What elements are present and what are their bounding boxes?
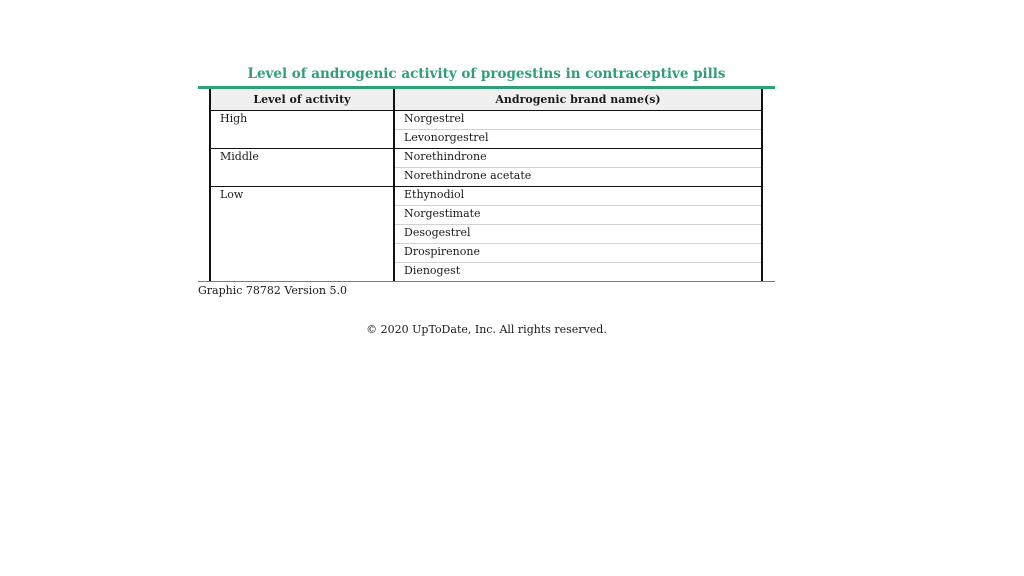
table-row (211, 111, 761, 130)
brand-cell: Dienogest (404, 264, 461, 277)
table-row (211, 149, 761, 168)
table-row (211, 187, 761, 206)
copyright-notice: © 2020 UpToDate, Inc. All rights reserved. (366, 323, 607, 336)
table-container (209, 89, 763, 281)
brand-cell: Levonorgestrel (394, 130, 761, 149)
graphic-caption: Graphic 78782 Version 5.0 (198, 284, 347, 297)
header-row (211, 89, 761, 111)
brand-cell: Norethindrone (394, 149, 761, 168)
brand-cell: Desogestrel (394, 225, 761, 244)
table-title: Level of androgenic activity of progestins in contraceptive pills (247, 66, 726, 82)
brand-cell: Ethynodiol (394, 187, 761, 206)
level-cell: Low (211, 187, 394, 282)
header-brand: Androgenic brand name(s) (394, 89, 761, 111)
brand-cell: Norgestimate (394, 206, 761, 225)
progestin-table (211, 89, 761, 281)
level-cell: High (211, 111, 394, 149)
brand-cell: Norgestrel (394, 111, 761, 130)
level-cell: Middle (211, 149, 394, 187)
brand-cell: Norethindrone acetate (394, 168, 761, 187)
bottom-rule (198, 281, 775, 282)
header-level: Level of activity (211, 89, 394, 111)
graphic-figure (198, 64, 775, 298)
brand-cell: Drospirenone (394, 244, 761, 263)
